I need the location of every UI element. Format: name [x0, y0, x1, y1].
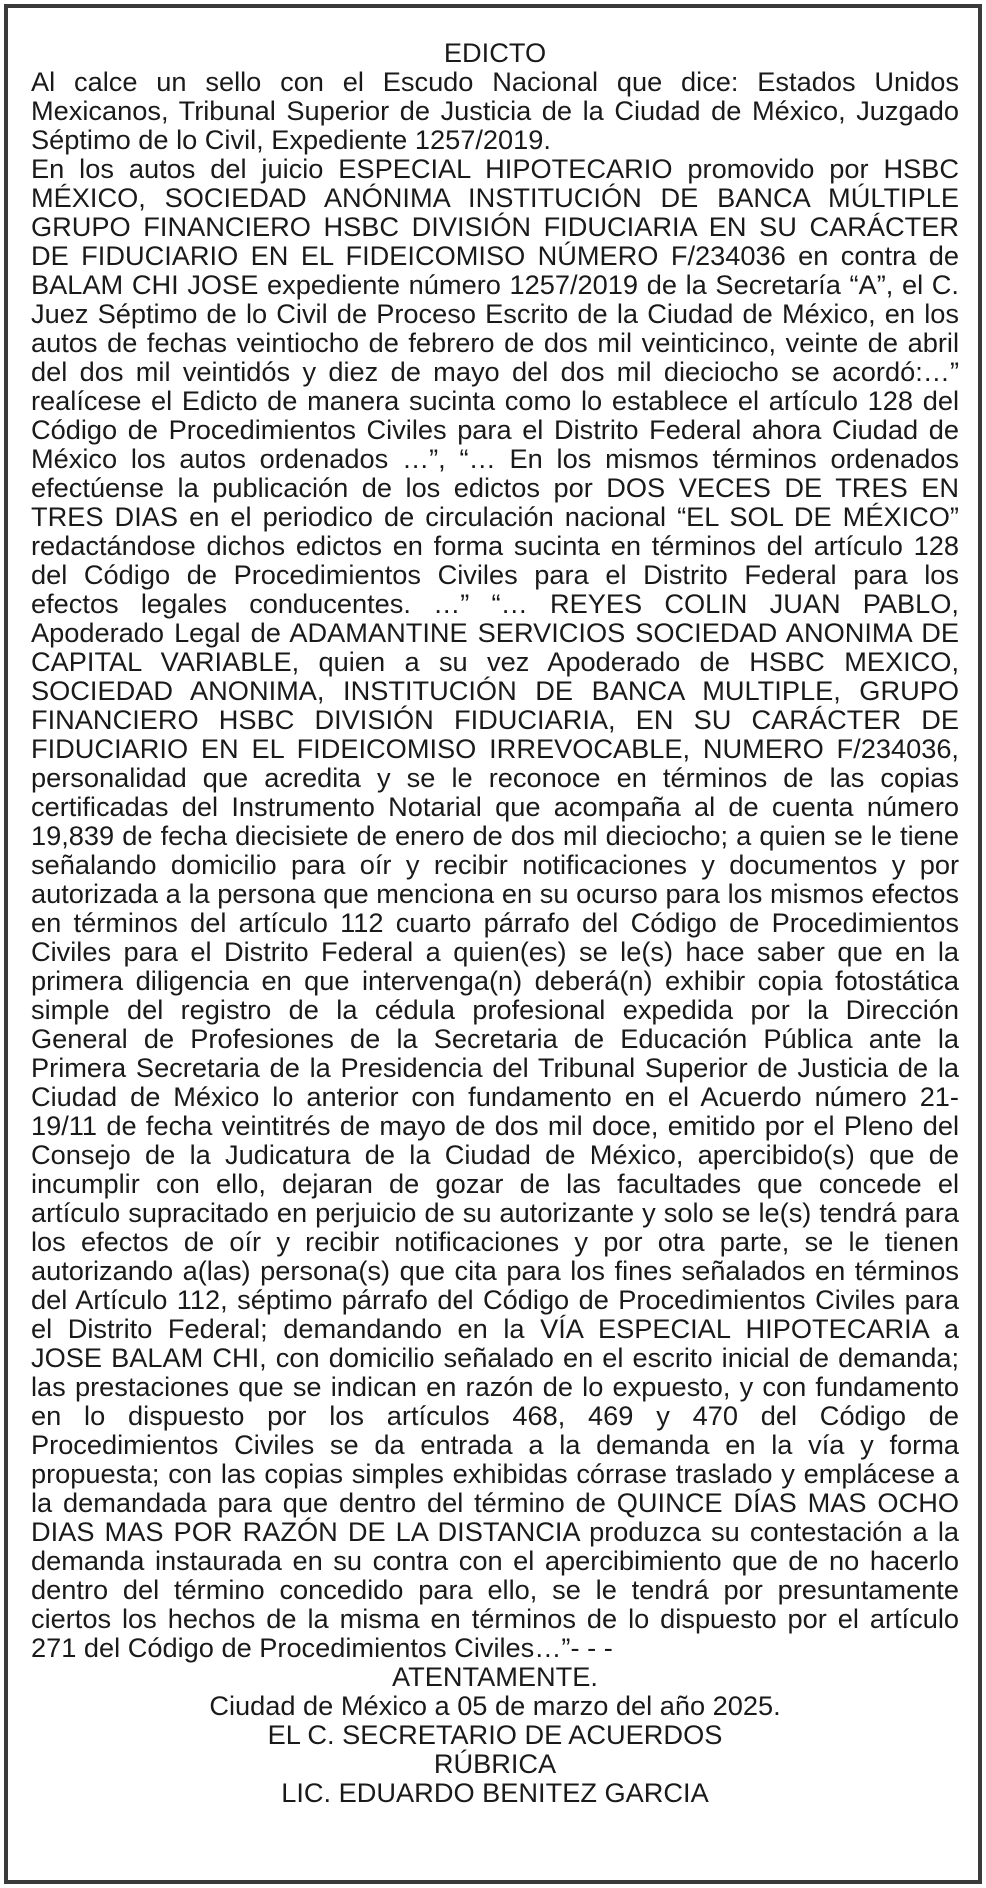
body-paragraph: En los autos del juicio ESPECIAL HIPOTECARIO promovido por HSBC MÉXICO, SOCIEDAD ANÓNIMA INSTITUCIÓN DE BANCA MÚLTIPLE GRUPO FINANCIERO HSBC DIVISIÓN FIDUCIARIA EN SU CARÁCTER DE FIDUCIARIO EN EL FIDEICOMISO NÚMERO F/234036 en contra de BALAM CHI JOSE expediente número 1257/2019 de la Secretaría “A”, el C. Juez Séptimo de lo Civil de Proceso Escrito de la Ciudad de México, en los autos de fechas veintiocho de febrero de dos mil veinticinco, veinte de abril del dos mil veintidós y diez de mayo del dos mil dieciocho se acordó:…” realícese el Edicto de manera sucinta como lo establece el artículo 128 del Código de Procedimientos Civiles para el Distrito Federal ahora Ciudad de México los autos ordenados …”, “… En los mismos términos ordenados efectúense la publicación de los edictos por DOS VECES DE TRES EN TRES DIAS en el periodico de circulación nacional “EL SOL DE MÉXICO” redactándose dichos edictos en forma sucinta en términos del artículo 128 del Código de Procedimientos Civiles para el Distrito Federal para los efectos legales conducentes. …” “… REYES COLIN JUAN PABLO, Apoderado Legal de ADAMANTINE SERVICIOS SOCIEDAD ANONIMA DE CAPITAL VARIABLE, quien a su vez Apoderado de HSBC MEXICO, SOCIEDAD ANONIMA, INSTITUCIÓN DE BANCA MULTIPLE, GRUPO FINANCIERO HSBC DIVISIÓN FIDUCIARIA, EN SU CARÁCTER DE FIDUCIARIO EN EL FIDEICOMISO IRREVOCABLE, NUMERO F/234036, personalidad que acredita y se le reconoce en términos de las copias certificadas del Instrumento Notarial que acompaña al de cuenta número 19,839 de fecha diecisiete de enero de dos mil dieciocho; a quien se le tiene señalando domicilio para oír y recibir notificaciones y documentos y por autorizada a la persona que menciona en su ocurso para los mismos efectos en términos del artículo 112 cuarto párrafo del Código de Procedimientos Civiles para el Distrito Federal a quien(es) se le(s) hace saber que en la primera diligencia en que intervenga(n) deberá(n) exhibir copia fotostática simple del registro de la cédula profesional expedida por la Dirección General de Profesiones de la Secretaria de Educación Pública ante la Primera Secretaria de la Presidencia del Tribunal Superior de Justicia de la Ciudad de México lo anterior con fundamento en el Acuerdo número 21-19/11 de fecha veintitrés de mayo de dos mil doce, emitido por el Pleno del Consejo de la Judicatura de la Ciudad de México, apercibido(s) que de incumplir con ello, dejaran de gozar de las facultades que concede el artículo supracitado en perjuicio de su autorizante y solo se le(s) tendrá para los efectos de oír y recibir notificaciones y por otra parte, se le tienen autorizando a(las) persona(s) que cita para los fines señalados en términos del Artículo 112, séptimo párrafo del Código de Procedimientos Civiles para el Distrito Federal; demandando en la VÍA ESPECIAL HIPOTECARIA a JOSE BALAM CHI, con domicilio señalado en el escrito inicial de demanda; las prestaciones que se indican en razón de lo expuesto, y con fundamento en lo dispuesto por los artículos 468, 469 y 470 del Código de Procedimientos Civiles se da entrada a la demanda en la vía y forma propuesta; con las copias simples exhibidas córrase traslado y emplácese a la demandada para que dentro del término de QUINCE DÍAS MAS OCHO DIAS MAS POR RAZÓN DE LA DISTANCIA produzca su contestación a la demanda instaurada en su contra con el apercibimiento que de no hacerlo dentro del término concedido para ello, se le tendrá por presuntamente ciertos los hechos de la misma en términos de lo dispuesto por el artículo 271 del Código de Procedimientos Civiles…”- - -: [31, 153, 959, 1663]
signer-title: EL C. SECRETARIO DE ACUERDOS: [267, 1719, 723, 1750]
document-title: EDICTO: [443, 37, 547, 68]
place-date-line: Ciudad de México a 05 de marzo del año 2025.: [209, 1690, 781, 1721]
edict-document: [31, 38, 959, 1807]
signer-name: LIC. EDUARDO BENITEZ GARCIA: [281, 1777, 709, 1808]
seal-paragraph: Al calce un sello con el Escudo Nacional que dice: Estados Unidos Mexicanos, Tribunal Superior de Justicia de la Ciudad de México, Juzgado Séptimo de lo Civil, Expediente 1257/2019.: [31, 66, 959, 155]
closing-line: ATENTAMENTE.: [392, 1661, 598, 1692]
signature-mark: RÚBRICA: [433, 1748, 557, 1779]
